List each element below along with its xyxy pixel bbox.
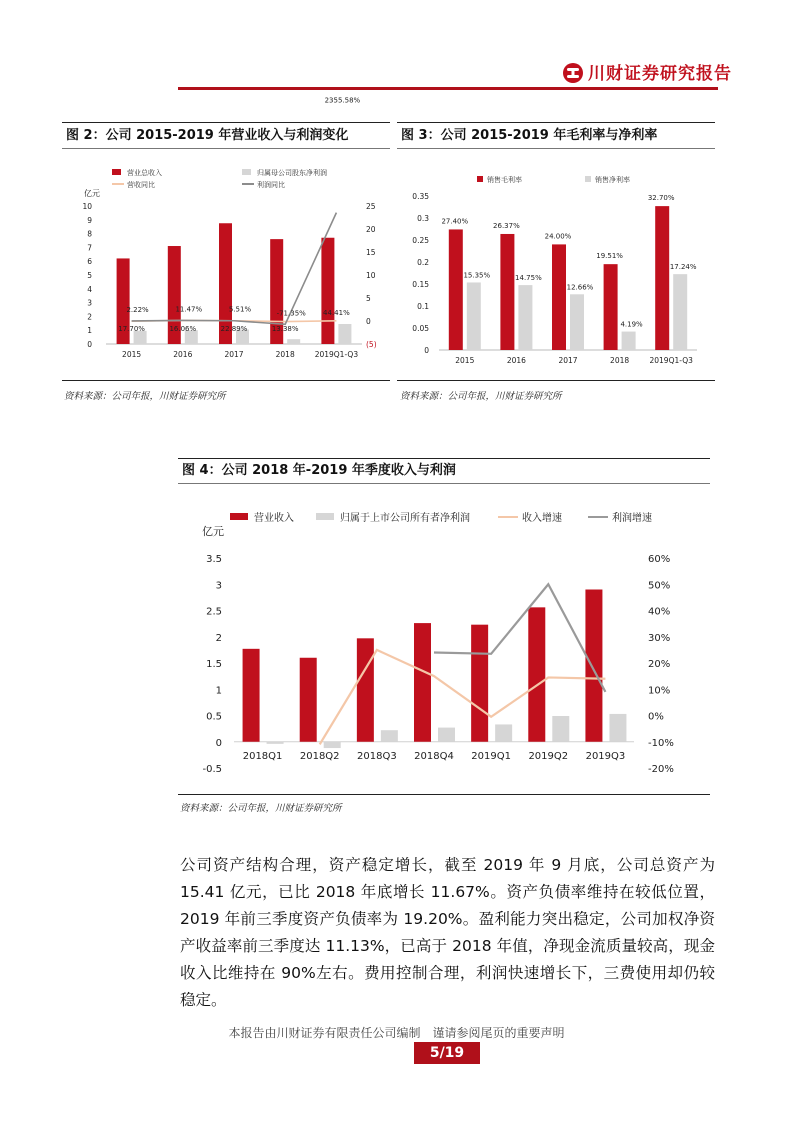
- fig4-title: 图 4：公司 2018 年-2019 年季度收入与利润: [182, 463, 456, 478]
- bar-revenue: [357, 638, 374, 741]
- bar-revenue: [321, 238, 334, 344]
- x-tick-label: 2019Q1-Q3: [314, 350, 359, 359]
- bar-net-profit: [495, 724, 512, 741]
- legend-swatch: [477, 176, 483, 182]
- y2-tick-label: 25: [366, 202, 376, 211]
- y-axis-unit: 亿元: [202, 525, 224, 538]
- fig2-top-rule: [62, 122, 390, 123]
- x-tick-label: 2016: [506, 356, 526, 365]
- bar-gross-margin: [552, 244, 566, 350]
- fig3-chart: [397, 162, 715, 374]
- bar-net-margin: [673, 274, 687, 350]
- y-tick-label: 6: [87, 257, 92, 267]
- bar-gross-margin: [604, 264, 618, 350]
- legend-swatch: [230, 513, 248, 520]
- y2-tick-label: 10: [366, 271, 376, 280]
- x-tick-label: 2019Q3: [585, 750, 626, 762]
- x-tick-label: 2018Q4: [414, 750, 454, 762]
- y-tick-label: 8: [87, 229, 92, 239]
- fig2-source: 资料来源：公司年报，川财证券研究所: [64, 391, 226, 402]
- fig3-source: 资料来源：公司年报，川财证券研究所: [400, 391, 562, 402]
- data-label: 19.51%: [596, 252, 623, 261]
- y-tick-label: 10: [82, 202, 92, 211]
- bar-gross-margin: [500, 234, 514, 350]
- fig3-title: 图 3：公司 2015-2019 年毛利率与净利率: [401, 128, 658, 143]
- x-tick-label: 2018: [275, 350, 295, 359]
- y-tick-label: 2: [87, 312, 92, 322]
- data-label: 12.66%: [566, 283, 594, 292]
- y-tick-label: 3: [87, 298, 92, 308]
- y-tick-label: 0: [424, 346, 429, 355]
- y-tick-label: 2.5: [206, 606, 222, 618]
- x-tick-label: 2015: [455, 356, 475, 365]
- data-label: 26.37%: [493, 221, 520, 230]
- data-label: 44.41%: [323, 309, 350, 317]
- bar-net-margin: [622, 332, 636, 350]
- fig4-bottom-rule: [178, 794, 710, 795]
- legend-label: 利润同比: [257, 181, 285, 189]
- y-tick-label: 0.1: [417, 302, 429, 311]
- y2-tick-label: 20%: [648, 659, 671, 670]
- y2-tick-label: -20%: [648, 764, 674, 775]
- y-tick-label: 4: [87, 284, 92, 294]
- x-tick-label: 2017: [224, 350, 244, 359]
- bar-revenue: [300, 658, 317, 742]
- y2-tick-label: 5: [366, 294, 371, 303]
- bar-net-profit: [324, 742, 341, 748]
- y2-tick-label: 20: [366, 225, 376, 234]
- y-tick-label: 1: [215, 685, 222, 697]
- legend-label: 营业总收入: [127, 169, 162, 177]
- bar-net-margin: [518, 285, 532, 350]
- bar-revenue: [414, 623, 431, 742]
- x-tick-label: 2019Q1-Q3: [649, 356, 693, 365]
- data-label: 11.47%: [175, 305, 203, 314]
- y-axis-unit: 亿元: [84, 189, 100, 198]
- y2-tick-label: 10%: [648, 685, 671, 697]
- bar-net-profit: [338, 324, 351, 344]
- legend-label: 收入增速: [522, 513, 562, 524]
- bar-net-margin: [570, 294, 584, 350]
- y2-tick-label: 30%: [648, 632, 671, 644]
- bar-gross-margin: [449, 229, 463, 350]
- data-label: 27.40%: [441, 217, 469, 226]
- legend-swatch: [112, 169, 121, 175]
- y-tick-label: 0.15: [412, 280, 429, 289]
- fig3-title-rule: [397, 148, 715, 149]
- bar-revenue: [471, 625, 488, 742]
- data-label: 32.70%: [647, 194, 675, 203]
- x-tick-label: 2019Q1: [471, 750, 511, 762]
- y2-tick-label: 40%: [648, 606, 671, 618]
- bar-net-profit: [552, 716, 569, 742]
- y-tick-label: 0.35: [412, 192, 429, 201]
- y-tick-label: 1.5: [206, 659, 222, 670]
- legend-label: 销售净利率: [595, 176, 630, 184]
- y-tick-label: 0.25: [412, 236, 429, 245]
- fig4-top-rule: [178, 458, 710, 459]
- legend-label: 销售毛利率: [487, 176, 522, 184]
- bar-net-profit: [267, 742, 284, 744]
- y2-tick-label: 50%: [648, 580, 671, 592]
- bar-revenue: [243, 649, 260, 742]
- y-tick-label: 1: [87, 326, 92, 336]
- legend-label: 营收同比: [127, 181, 155, 189]
- y-tick-label: 9: [87, 215, 92, 225]
- fig4-source: 资料来源：公司年报，川财证券研究所: [180, 803, 342, 814]
- y2-tick-label: 0%: [648, 711, 664, 723]
- legend-label: 归属母公司股东净利润: [257, 169, 327, 177]
- legend-label: 营业收入: [254, 513, 294, 524]
- y-tick-label: 0.5: [206, 711, 222, 723]
- y-tick-label: 3.5: [206, 554, 222, 565]
- legend-swatch: [316, 513, 334, 520]
- bar-net-margin: [467, 282, 481, 350]
- data-label: 22.89%: [220, 325, 248, 333]
- legend-swatch: [585, 176, 591, 182]
- x-tick-label: 2018Q3: [357, 750, 397, 762]
- x-tick-label: 2018Q1: [242, 750, 283, 762]
- analysis-paragraph: 公司资产结构合理，资产稳定增长，截至 2019 年 9 月底，公司总资产为 15.41 亿元，已比 2018 年底增长 11.67%。资产负债率维持在较低位置，2019 年前三季度资产负债率为 19.20%。盈利能力突出稳定，公司加权净资产收益率前三季度达 11.13%，已高于 2018 年值，净现金流质量较高，现金收入比维持在 90%左右。费用控制合理，利润快速增长下，三费使用却仍较稳定。: [180, 856, 715, 1009]
- data-label: 16.06%: [169, 325, 197, 333]
- fig2-bottom-rule: [62, 380, 390, 381]
- y2-tick-label: 15: [366, 248, 376, 257]
- y2-tick-label: 0: [366, 317, 371, 326]
- brand-logo-icon: [562, 62, 584, 84]
- data-label: 17.70%: [118, 325, 145, 333]
- y-tick-label: 0.2: [417, 258, 429, 267]
- bar-net-profit: [287, 339, 300, 344]
- fig3-bottom-rule: [397, 380, 715, 381]
- header-rule: [178, 87, 718, 90]
- y2-tick-label: -10%: [648, 737, 674, 749]
- y2-tick-label: 60%: [648, 554, 671, 565]
- fig4-title-rule: [178, 483, 710, 484]
- x-tick-label: 2018: [610, 356, 630, 365]
- data-label: 14.75%: [515, 274, 542, 283]
- bar-net-profit: [438, 728, 455, 742]
- y-tick-label: 5: [87, 271, 92, 280]
- fig4-chart: [178, 498, 710, 788]
- fig2-title-rule: [62, 148, 390, 149]
- legend-label: 利润增速: [612, 513, 652, 524]
- bar-net-profit: [381, 730, 398, 742]
- data-label: 2355.58%: [324, 96, 361, 105]
- y-tick-label: 7: [87, 243, 92, 253]
- footer-disclaimer: 本报告由川财证券有限责任公司编制 谨请参阅尾页的重要声明: [228, 1026, 565, 1040]
- data-label: 5.51%: [228, 305, 252, 314]
- x-tick-label: 2018Q2: [299, 750, 340, 762]
- bar-net-profit: [609, 714, 626, 742]
- data-label: 4.19%: [620, 320, 643, 329]
- y-tick-label: 2: [215, 632, 222, 644]
- y2-tick-label: (5): [366, 340, 377, 349]
- y-tick-label: 3: [215, 580, 222, 592]
- page-number: 5/19: [414, 1042, 480, 1064]
- bar-revenue: [528, 607, 545, 741]
- bar-revenue: [585, 590, 602, 742]
- legend-swatch: [242, 169, 251, 175]
- y-tick-label: 0.3: [417, 214, 429, 223]
- fig2-title: 图 2：公司 2015-2019 年营业收入与利润变化: [66, 128, 349, 143]
- x-tick-label: 2016: [173, 350, 193, 359]
- fig3-top-rule: [397, 122, 715, 123]
- y-tick-label: 0: [87, 340, 92, 349]
- x-tick-label: 2015: [122, 350, 142, 359]
- x-tick-label: 2019Q2: [528, 750, 569, 762]
- bar-gross-margin: [655, 206, 669, 350]
- data-label: 15.35%: [463, 271, 491, 280]
- x-tick-label: 2017: [558, 356, 578, 365]
- data-label: 17.24%: [669, 263, 697, 272]
- y-tick-label: -0.5: [202, 764, 222, 775]
- data-label: 24.00%: [544, 232, 572, 241]
- legend-label: 归属于上市公司所有者净利润: [340, 513, 470, 524]
- report-brand-title: 川财证券研究报告: [588, 64, 732, 84]
- y-tick-label: 0.05: [412, 324, 429, 333]
- line-profit-growth: [434, 584, 605, 692]
- data-label: -71.35%: [276, 309, 306, 318]
- y-tick-label: 0: [215, 737, 222, 749]
- data-label: 13.38%: [271, 325, 299, 333]
- data-label: 2.22%: [126, 305, 149, 314]
